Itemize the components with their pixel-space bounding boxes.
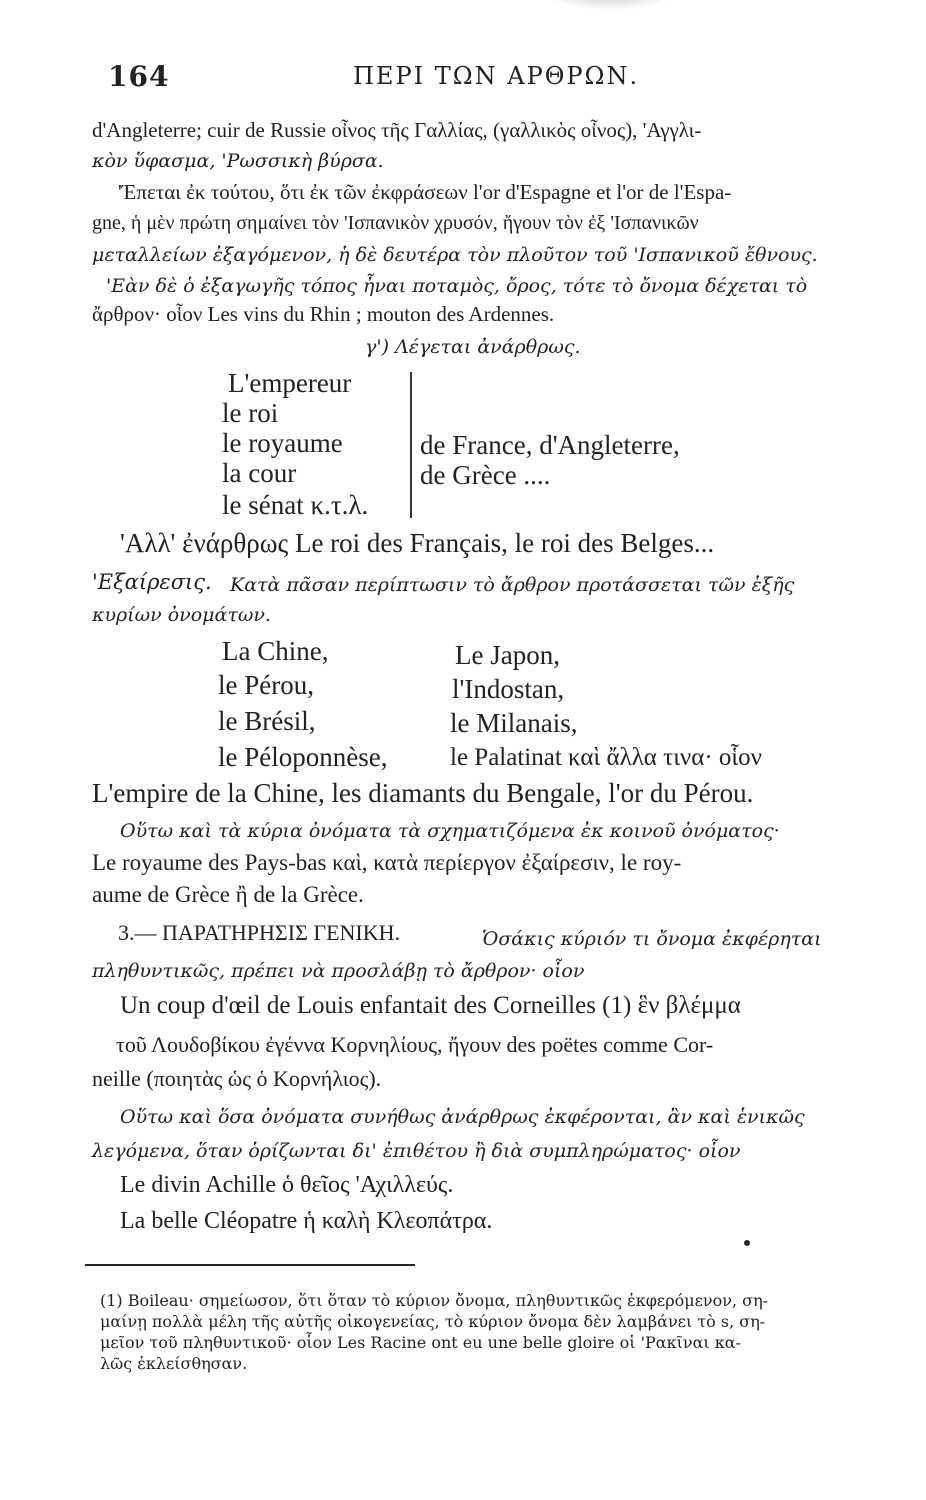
list-item: le Péloponnèse,: [218, 742, 388, 772]
text-line: κυρίων ὀνομάτων.: [92, 604, 271, 626]
text-line: Le divin Achille ὁ θεῖος 'Αχιλλεύς.: [120, 1172, 454, 1198]
list-item: La Chine,: [222, 636, 329, 666]
text-line: λεγόμενα, ὅταν ὁρίζωνται δι' ἐπιθέτου ἢ διὰ συμπληρώματος· οἷον: [92, 1140, 741, 1162]
text-line: Ὁσάκις κύριόν τι ὄνομα ἐκφέρηται: [482, 928, 822, 950]
list-complement: de Grèce ....: [420, 460, 551, 490]
footnote-line: μαίνῃ πολλὰ μέλη τῆς αὐτῆς οἰκογενείας, τὸ κύριον ὄνομα δὲν λαμβάνει τὸ s, ση-: [100, 1312, 766, 1331]
page-number: 164: [108, 60, 170, 93]
footnote-line: (1) Boileau· σημείωσον, ὅτι ὅταν τὸ κύριον ὄνομα, πληθυντικῶς ἐκφερόμενον, ση-: [100, 1291, 769, 1310]
text-line: 'Αλλ' ἐνάρθρως Le roi des Français, le roi des Belges...: [120, 528, 715, 558]
list-item: L'empereur: [228, 368, 352, 398]
list-item: le royaume: [222, 428, 343, 458]
footnote: [100, 1290, 840, 1374]
footnote-rule: [85, 1264, 415, 1266]
text-line: 'Εὰν δὲ ὁ ἐξαγωγῆς τόπος ἦναι ποταμὸς, ὄρος, τότε τὸ ὄνομα δέχεται τὸ: [106, 275, 808, 297]
list-item: l'Indostan,: [452, 674, 565, 704]
list-item: le Milanais,: [450, 708, 578, 738]
list-item: le Brésil,: [218, 706, 316, 736]
text-line: L'empire de la Chine, les diamants du Bengale, l'or du Pérou.: [92, 778, 754, 808]
bullet-mark: [744, 1240, 750, 1246]
list-item: le sénat κ.τ.λ.: [222, 490, 369, 520]
text-line: κὸν ὕφασμα, 'Ρωσσικὴ βύρσα.: [92, 150, 384, 172]
text-line: Un coup d'œil de Louis enfantait des Corneilles (1) ἓν βλέμμα: [120, 992, 741, 1019]
text-line: d'Angleterre; cuir de Russie οἶνος τῆς Γαλλίας, (γαλλικὸς οἶνος), 'Αγγλι-: [92, 118, 702, 142]
text-line: La belle Cléopatre ἡ καλὴ Κλεοπάτρα.: [120, 1208, 493, 1234]
list-item: la cour: [222, 458, 297, 488]
text-line: 'Έπεται ἐκ τούτου, ὅτι ἐκ τῶν ἐκφράσεων l'or d'Espagne et l'or de l'Espa-: [118, 180, 732, 204]
list-item: le Palatinat καὶ ἄλλα τινα· οἷον: [450, 744, 762, 771]
text-line: Le royaume des Pays-bas καὶ, κατὰ περίεργον ἐξαίρεσιν, le roy-: [92, 850, 682, 875]
text-line: aume de Grèce ἢ de la Grèce.: [92, 882, 364, 907]
exception-label: 'Εξαίρεσις.: [92, 570, 212, 594]
text-line: Κατὰ πᾶσαν περίπτωσιν τὸ ἄρθρον προτάσσεται τῶν ἑξῆς: [230, 574, 795, 596]
text-line: Οὕτω καὶ τὰ κύρια ὀνόματα τὰ σχηματιζόμενα ἐκ κοινοῦ ὀνόματος·: [120, 820, 780, 842]
text-line: Οὕτω καὶ ὅσα ὀνόματα συνήθως ἀνάρθρως ἐκφέρονται, ἂν καὶ ἑνικῶς: [120, 1106, 805, 1128]
text-line: πληθυντικῶς, πρέπει νὰ προσλάβῃ τὸ ἄρθρον· οἷον: [92, 960, 585, 982]
text-line: gne, ἡ μὲν πρώτη σημαίνει τὸν 'Ισπανικὸν χρυσόν, ἤγουν τὸν ἐξ 'Ισπανικῶν: [92, 212, 699, 234]
footnote-line: μεῖον τοῦ πληθυντικοῦ· οἷον Les Racine ont eu une belle gloire οἱ 'Ρακῖναι κα-: [100, 1333, 741, 1352]
text-line: neille (ποιητὰς ὡς ὁ Κορνήλιος).: [92, 1066, 382, 1091]
list-complement: de France, d'Angleterre,: [420, 430, 680, 460]
list-item: Le Japon,: [455, 640, 560, 670]
text-line: τοῦ Λουδοβίκου ἐγέννα Κορνηλίους, ἤγουν des poëtes comme Cor-: [116, 1032, 714, 1057]
footnote-line: λῶς ἐκλείσθησαν.: [100, 1354, 248, 1373]
section-heading: 3.— ΠΑΡΑΤΗΡΗΣΙΣ ΓΕΝΙΚΗ.: [118, 920, 401, 945]
running-title: ΠΕΡΙ ΤΩΝ ΑΡΘΡΩΝ.: [353, 62, 640, 90]
subsection-heading: γ') Λέγεται ἀνάρθρως.: [365, 336, 581, 358]
page-shadow: [540, 0, 680, 10]
text-line: ἄρθρον· οἷον Les vins du Rhin ; mouton des Ardennes.: [92, 302, 555, 326]
list-item: le Pérou,: [218, 670, 314, 700]
page-header: [108, 60, 848, 100]
list-item: le roi: [222, 398, 279, 428]
text-line: μεταλλείων ἐξαγόμενον, ἡ δὲ δευτέρα τὸν πλοῦτον τοῦ 'Ισπανικοῦ ἔθνους.: [92, 244, 818, 266]
